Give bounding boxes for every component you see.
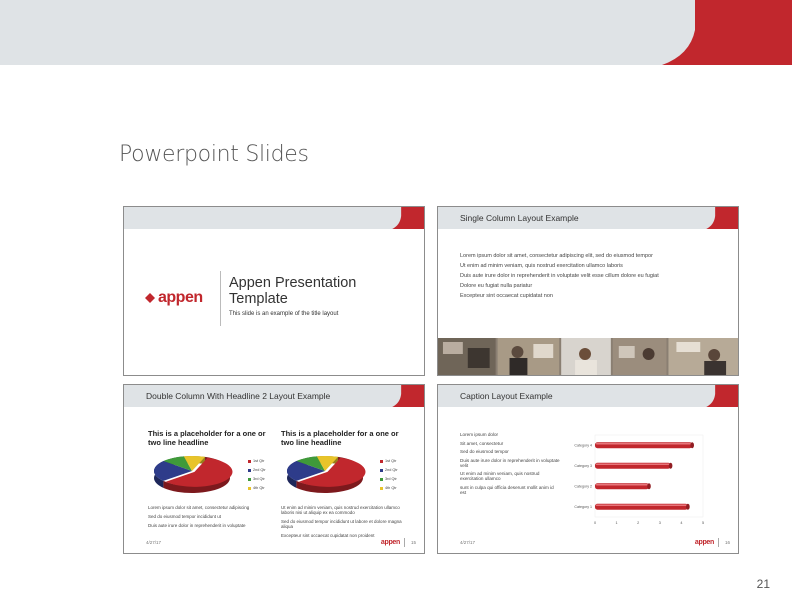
divider (220, 271, 221, 326)
right-column-body (281, 505, 409, 542)
bar-chart (563, 433, 713, 533)
legend-swatch (380, 460, 383, 463)
pie-chart-left (146, 451, 242, 495)
slide-thumbnail-title[interactable] (123, 206, 425, 376)
slide-title: Appen Presentation Template (229, 275, 357, 307)
slide-header-band (124, 207, 424, 229)
x-tick-label: 1 (615, 521, 618, 525)
caption-line: Duis aute irure dolor in reprehenderit in voluptate velit (460, 457, 560, 468)
right-column-headline: This is a placeholder for a one or two line headline (281, 429, 399, 447)
left-column-body (148, 505, 276, 532)
bar-end-cap (647, 483, 651, 489)
legend-swatch (248, 460, 251, 463)
category-label: Category 3 (574, 464, 592, 469)
footer-logo: appen (694, 539, 714, 546)
slide-header-title: Double Column With Headline 2 Layout Example (146, 391, 331, 401)
slide-header-title: Single Column Layout Example (460, 213, 579, 223)
bar-highlight (596, 505, 687, 507)
footer-separator (404, 538, 405, 547)
body-line: Lorem ipsum dolor sit amet, consectetur adipiscing elit, sed do eiusmod tempor (460, 253, 653, 259)
bar-end-cap (686, 504, 690, 510)
appen-logo-icon (145, 293, 155, 303)
bar-highlight (596, 484, 648, 486)
caption-line: Lorem ipsum dolor (460, 432, 499, 437)
slide-subtitle: This slide is an example of the title layout (229, 311, 339, 317)
bar-highlight (596, 443, 691, 445)
x-tick-label: 0 (593, 521, 597, 525)
caption-line: Sit amet, consectetur (460, 440, 504, 446)
legend-swatch (248, 487, 251, 490)
category-label: Category 1 (574, 505, 592, 510)
pie-legend-left (248, 459, 266, 495)
left-column-headline: This is a placeholder for a one or two line headline (148, 429, 266, 447)
slide-footer-number: 15 (410, 540, 416, 545)
slide-footer-date: 4/27/17 (460, 540, 476, 545)
category-label: Category 2 (574, 484, 592, 489)
body-line: Ut enim ad minim veniam, quis nostrud exercitation ullamco laboris (460, 263, 623, 269)
slide-footer-number: 16 (724, 540, 730, 545)
body-line: Excepteur sint occaecat cupidatat non proident (281, 533, 375, 538)
x-tick-label: 4 (680, 521, 683, 525)
legend-swatch (248, 469, 251, 472)
x-tick-label: 3 (658, 521, 661, 525)
legend-swatch (380, 487, 383, 490)
bar-end-cap (669, 463, 673, 469)
body-line: Sed do eiusmod tempor incididunt ut (148, 514, 222, 519)
body-line: Lorem ipsum dolor sit amet, consectetur adipiscing (148, 505, 250, 510)
page-title: Powerpoint Slides (119, 142, 309, 167)
caption-text (460, 432, 560, 498)
caption-line: Ut enim ad minim veniam, quis nostrud exercitation ullamco (460, 471, 540, 481)
page-number: 21 (756, 577, 770, 591)
slide-body-text (460, 253, 659, 303)
legend-item: 1st Qtr (380, 459, 398, 468)
body-line: Duis aute irure dolor in reprehenderit in voluptate velit esse cillum dolore eu fugiat (460, 273, 659, 279)
category-label: Category 4 (574, 443, 592, 448)
legend-swatch (380, 478, 383, 481)
body-line: Excepteur sint occaecat cupidatat non (460, 293, 553, 299)
legend-item: 1st Qtr (248, 459, 266, 468)
office-photo-strip (438, 338, 738, 375)
body-line: Ut enim ad minim veniam, quis nostrud exercitation ullamco laboris nisi ut aliquip ex ea commodo (281, 505, 400, 515)
legend-item: 3rd Qtr (248, 477, 266, 486)
legend-item: 4th Qtr (380, 486, 398, 495)
slide-thumbnail-caption[interactable] (437, 384, 739, 554)
legend-item: 2nd Qtr (248, 468, 266, 477)
pie-legend-right (380, 459, 398, 495)
pie-chart-right (279, 451, 375, 495)
legend-item: 2nd Qtr (380, 468, 398, 477)
body-line: Duis aute irure dolor in reprehenderit in voluptate (148, 523, 246, 528)
footer-separator (718, 538, 719, 547)
slide-thumbnail-single-column[interactable] (437, 206, 739, 376)
slide-thumbnail-double-column[interactable] (123, 384, 425, 554)
slide-header-title: Caption Layout Example (460, 391, 553, 401)
caption-line: sunt in culpa qui officia deserunt mollit anim id est (460, 484, 554, 495)
legend-swatch (248, 478, 251, 481)
legend-item: 3rd Qtr (380, 477, 398, 486)
caption-line: Sed do eiusmod tempor (460, 449, 509, 454)
legend-item: 4th Qtr (248, 486, 266, 495)
bar-highlight (596, 464, 670, 466)
body-line: Sed do eiusmod tempor incididunt ut labore et dolore magna aliqua (281, 519, 402, 529)
footer-logo: appen (380, 539, 400, 546)
bar-end-cap (690, 442, 694, 448)
body-line: Dolore eu fugiat nulla pariatur (460, 283, 533, 289)
appen-logo-text: appen (158, 289, 203, 306)
legend-swatch (380, 469, 383, 472)
x-tick-label: 2 (637, 521, 640, 525)
page-header-band (0, 0, 792, 65)
x-tick-label: 5 (701, 521, 705, 525)
slide-footer-date: 4/27/17 (146, 540, 162, 545)
